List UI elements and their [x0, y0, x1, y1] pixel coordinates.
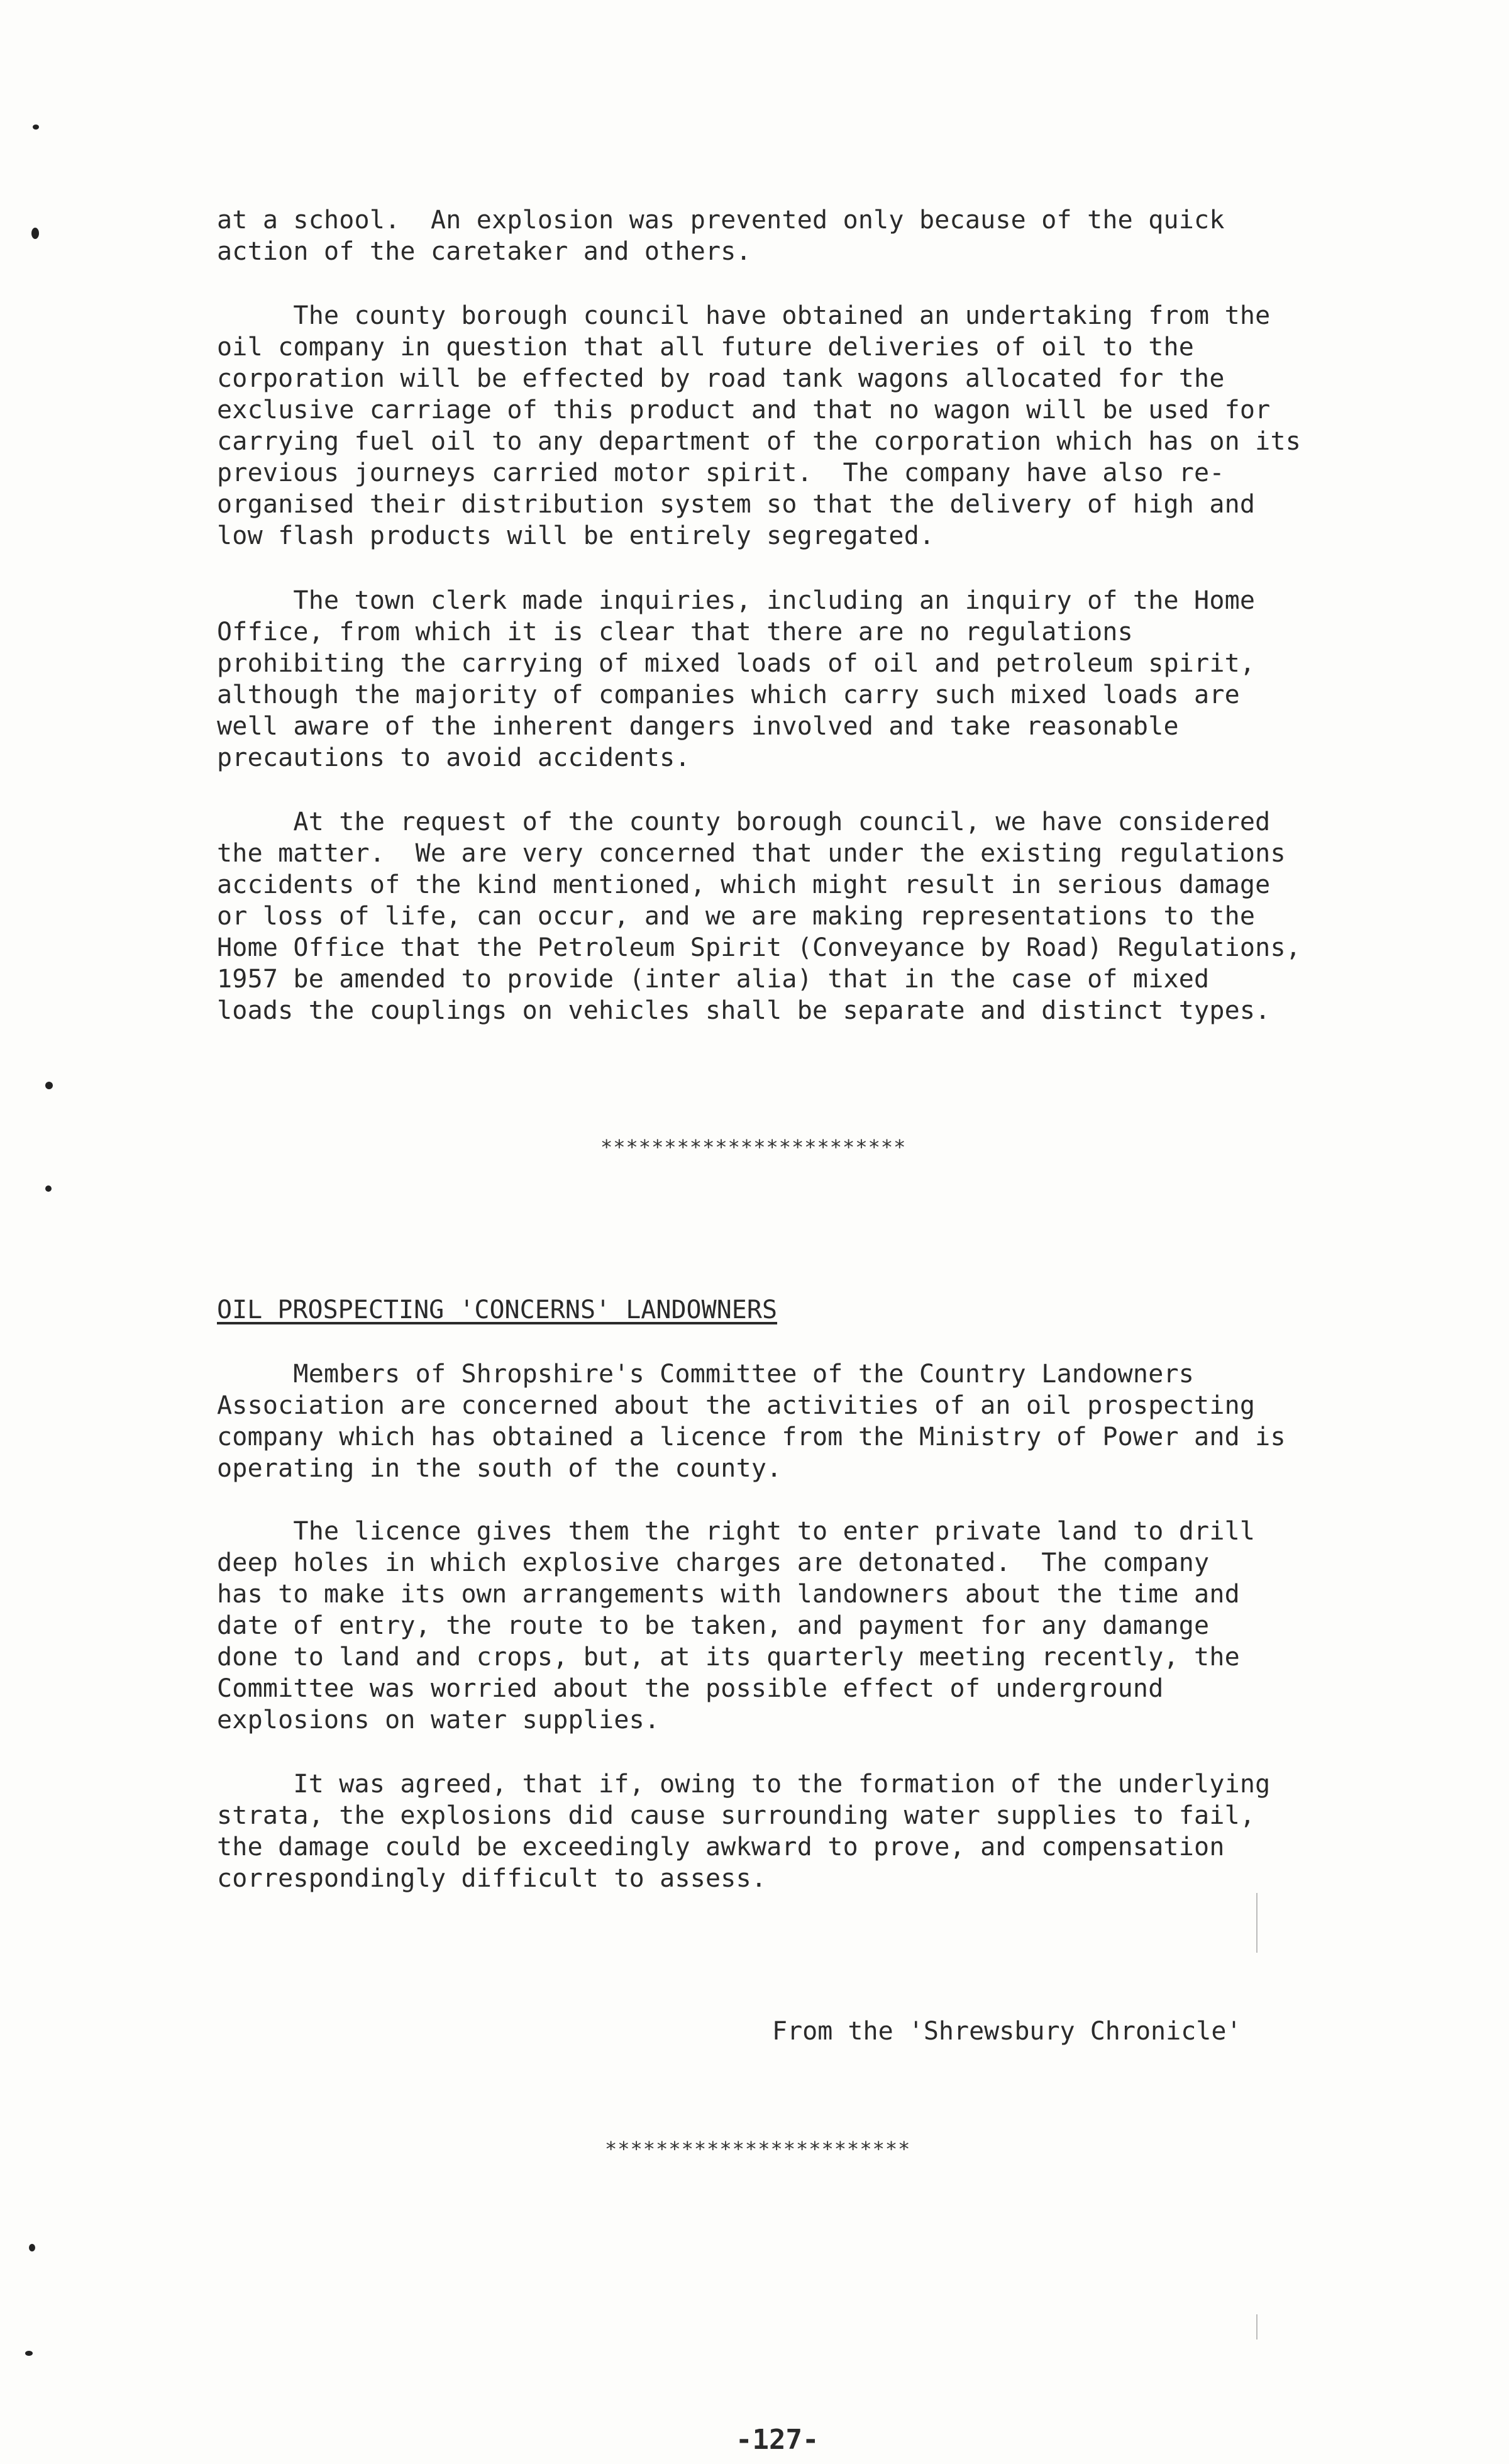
text-line: low flash products will be entirely segregated. — [217, 521, 935, 550]
text-line: explosions on water supplies. — [217, 1706, 660, 1734]
margin-dot — [33, 125, 39, 130]
text-line: operating in the south of the county. — [217, 1454, 782, 1483]
text-line: prohibiting the carrying of mixed loads of oil and petroleum spirit, — [217, 649, 1256, 678]
text-line: strata, the explosions did cause surrounding water supplies to fail, — [217, 1801, 1256, 1830]
text-line: Members of Shropshire's Committee of the Country Landowners — [217, 1360, 1195, 1389]
margin-dot — [31, 228, 39, 239]
text-line: correspondingly difficult to assess. — [217, 1864, 767, 1893]
paragraph-1 — [217, 204, 1342, 267]
text-line: The licence gives them the right to enter private land to drill — [217, 1517, 1256, 1546]
text-line: action of the caretaker and others. — [217, 237, 751, 266]
margin-dot — [25, 2351, 33, 2356]
separator-stars: ************************ — [605, 2137, 911, 2161]
text-line: or loss of life, can occur, and we are making representations to the — [217, 902, 1256, 931]
source-attribution: From the 'Shrewsbury Chronicle' — [772, 2017, 1242, 2046]
text-line: The county borough council have obtained an undertaking from the — [217, 301, 1271, 330]
text-line: previous journeys carried motor spirit. The company have also re- — [217, 458, 1225, 487]
text-line: oil company in question that all future deliveries of oil to the — [217, 333, 1195, 362]
paragraph-7 — [217, 1768, 1342, 1894]
text-line: date of entry, the route to be taken, and payment for any damange — [217, 1611, 1210, 1640]
margin-dot — [45, 1185, 52, 1192]
text-line: company which has obtained a licence from the Ministry of Power and is — [217, 1423, 1286, 1451]
text-line: corporation will be effected by road tank wagons allocated for the — [217, 364, 1225, 393]
text-line: Committee was worried about the possible effect of underground — [217, 1674, 1164, 1703]
text-line: at a school. An explosion was prevented only because of the quick — [217, 206, 1225, 235]
text-line: precautions to avoid accidents. — [217, 743, 690, 772]
text-line: the damage could be exceedingly awkward to prove, and compensation — [217, 1833, 1225, 1862]
text-line: accidents of the kind mentioned, which might result in serious damage — [217, 870, 1271, 899]
text-line: organised their distribution system so that the delivery of high and — [217, 490, 1256, 519]
text-line: At the request of the county borough council, we have considered — [217, 807, 1271, 836]
margin-dot — [29, 2244, 35, 2251]
separator-stars: ************************ — [600, 1135, 907, 1159]
text-line: The town clerk made inquiries, including an inquiry of the Home — [217, 586, 1256, 615]
paragraph-5 — [217, 1358, 1342, 1484]
text-line: carrying fuel oil to any department of the corporation which has on its — [217, 427, 1302, 456]
margin-tick — [1256, 2314, 1258, 2339]
text-line: Office, from which it is clear that there are no regulations — [217, 618, 1133, 647]
text-line: Association are concerned about the activities of an oil prospecting — [217, 1391, 1256, 1420]
text-line: done to land and crops, but, at its quarterly meeting recently, the — [217, 1643, 1240, 1672]
margin-tick — [1256, 1893, 1258, 1953]
text-line: It was agreed, that if, owing to the formation of the underlying — [217, 1770, 1271, 1799]
paragraph-4 — [217, 806, 1342, 1026]
text-line: although the majority of companies which carry such mixed loads are — [217, 680, 1240, 709]
text-line: well aware of the inherent dangers involved and take reasonable — [217, 712, 1179, 741]
text-line: 1957 be amended to provide (inter alia) that in the case of mixed — [217, 965, 1210, 994]
text-line: deep holes in which explosive charges are detonated. The company — [217, 1548, 1210, 1577]
paragraph-3 — [217, 585, 1342, 774]
text-line: has to make its own arrangements with landowners about the time and — [217, 1580, 1240, 1609]
article-heading: OIL PROSPECTING 'CONCERNS' LANDOWNERS — [217, 1296, 778, 1324]
paragraph-6 — [217, 1516, 1342, 1736]
page-number: -127- — [736, 2424, 819, 2456]
text-line: Home Office that the Petroleum Spirit (Conveyance by Road) Regulations, — [217, 933, 1302, 962]
paragraph-2 — [217, 300, 1342, 552]
text-line: exclusive carriage of this product and that no wagon will be used for — [217, 396, 1271, 425]
text-line: the matter. We are very concerned that under the existing regulations — [217, 839, 1286, 868]
margin-dot — [45, 1082, 53, 1089]
text-line: loads the couplings on vehicles shall be separate and distinct types. — [217, 996, 1271, 1025]
